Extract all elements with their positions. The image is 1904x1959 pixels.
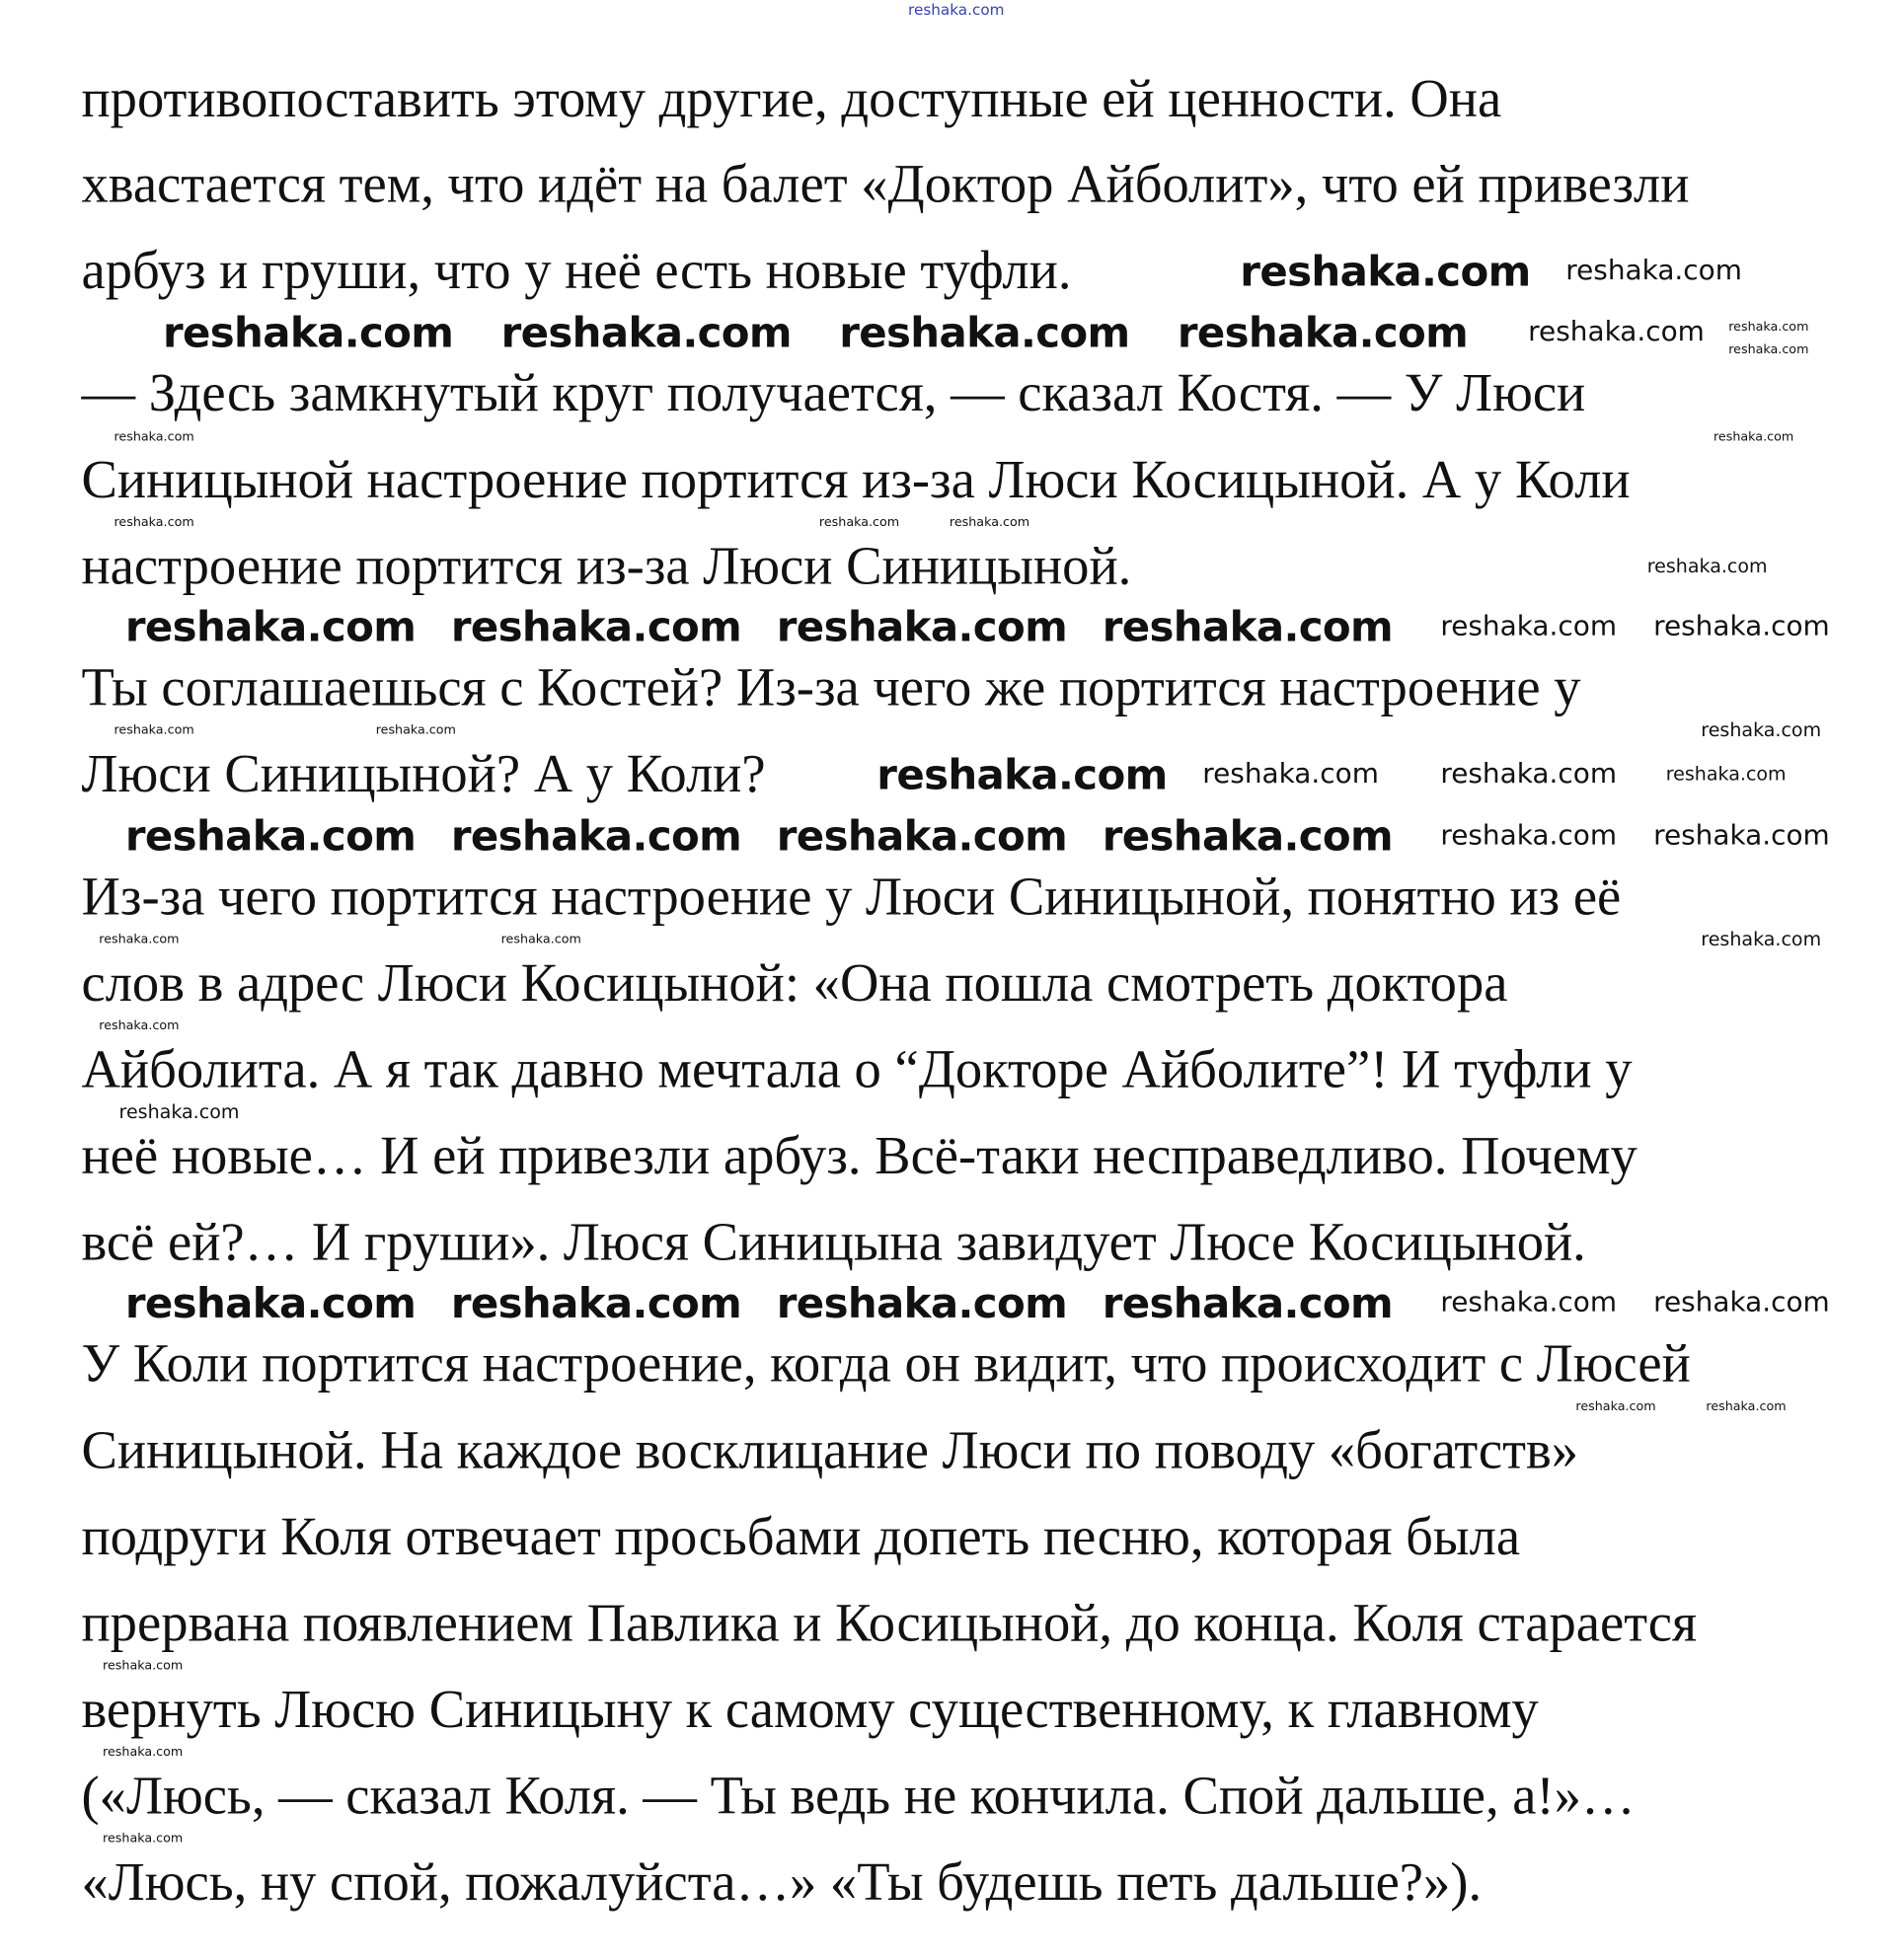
watermark: reshaka.com	[118, 1100, 240, 1124]
watermark: reshaka.com	[99, 933, 180, 947]
text-line: У Коли портится настроение, когда он видит, что происходит с Люсей	[81, 1334, 1691, 1394]
watermark: reshaka.com	[776, 1278, 1068, 1328]
text-line: Ты соглашаешься с Костей? Из-за чего же портится настроение у	[81, 658, 1581, 718]
watermark: reshaka.com	[776, 811, 1068, 861]
watermark: reshaka.com	[1240, 246, 1531, 296]
watermark: reshaka.com	[818, 515, 900, 530]
text-line: хвастается тем, что идёт на балет «Доктор Айболит», что ей привезли	[81, 155, 1690, 214]
text-line: слов в адрес Люси Косицыной: «Она пошла смотреть доктора	[81, 953, 1508, 1014]
watermark: reshaka.com	[1653, 611, 1830, 642]
watermark: reshaka.com	[1701, 928, 1822, 951]
text-line: противопоставить этому другие, доступные ей ценности. Она	[81, 70, 1502, 129]
watermark: reshaka.com	[450, 811, 742, 861]
watermark: reshaka.com	[1440, 759, 1618, 791]
watermark: reshaka.com	[1440, 1287, 1618, 1319]
watermark: reshaka.com	[1713, 430, 1794, 445]
watermark: reshaka.com	[375, 723, 456, 738]
text-line: «Люсь, ну спой, пожалуйста…» «Ты будешь петь дальше?»).	[81, 1853, 1483, 1913]
watermark: reshaka.com	[1202, 759, 1379, 791]
watermark: reshaka.com	[1701, 718, 1822, 742]
text-line: Люси Синицыной? А у Коли?	[81, 745, 766, 804]
watermark: reshaka.com	[1440, 820, 1618, 852]
watermark: reshaka.com	[949, 515, 1030, 530]
watermark: reshaka.com	[99, 1018, 180, 1033]
watermark: reshaka.com	[114, 723, 194, 738]
text-line: Из-за чего портится настроение у Люси Синицыной, понятно из её	[81, 867, 1622, 928]
text-line: Синицыной настроение портится из-за Люси Косицыной. А у Коли	[81, 450, 1631, 510]
text-line: подруги Коля отвечает просьбами допеть песню, которая была	[81, 1507, 1521, 1567]
watermark: reshaka.com	[450, 602, 742, 651]
watermark: reshaka.com	[1528, 317, 1705, 348]
watermark: reshaka.com	[114, 430, 194, 445]
watermark: reshaka.com	[1728, 342, 1809, 357]
text-line: прервана появлением Павлика и Косицыной, до конца. Коля старается	[81, 1594, 1698, 1654]
watermark: reshaka.com	[1177, 308, 1469, 357]
text-line: — Здесь замкнутый круг получается, — сказал Костя. — У Люси	[81, 364, 1586, 423]
watermark: reshaka.com	[500, 933, 581, 947]
watermark: reshaka.com	[103, 1832, 184, 1846]
watermark: reshaka.com	[1653, 1287, 1830, 1319]
watermark: reshaka.com	[103, 1659, 184, 1674]
text-line: арбуз и груши, что у неё есть новые туфли.	[81, 241, 1072, 301]
text-line: всё ей?… И груши». Люся Синицына завидует Люсе Косицыной.	[81, 1213, 1586, 1273]
watermark: reshaka.com	[1440, 611, 1618, 642]
watermark: reshaka.com	[1646, 555, 1768, 578]
watermark: reshaka.com	[124, 1278, 417, 1328]
text-line: («Люсь, — сказал Коля. — Ты ведь не кончила. Спой дальше, а!»…	[81, 1767, 1636, 1827]
text-line: Айболита. А я так давно мечтала о “Докторе Айболите”! И туфли у	[81, 1040, 1633, 1100]
watermark: reshaka.com	[1665, 762, 1787, 786]
watermark: reshaka.com	[1565, 255, 1742, 287]
watermark: reshaka.com	[1653, 820, 1830, 852]
watermark: reshaka.com	[450, 1278, 742, 1328]
watermark: reshaka.com	[1728, 320, 1809, 335]
watermark: reshaka.com	[876, 750, 1168, 799]
watermark: reshaka.com	[124, 811, 417, 861]
watermark: reshaka.com	[124, 602, 417, 651]
watermark: reshaka.com	[1706, 1399, 1787, 1414]
watermark: reshaka.com	[103, 1745, 184, 1760]
watermark: reshaka.com	[1102, 811, 1394, 861]
text-line: неё новые… И ей привезли арбуз. Всё-таки несправедливо. Почему	[81, 1127, 1637, 1186]
text-line: настроение портится из-за Люси Синицыной.	[81, 537, 1132, 597]
watermark: reshaka.com	[162, 308, 454, 357]
watermark: reshaka.com	[776, 602, 1068, 651]
watermark: reshaka.com	[1575, 1399, 1656, 1414]
watermark: reshaka.com	[908, 1, 1005, 20]
watermark: reshaka.com	[1102, 1278, 1394, 1328]
watermark: reshaka.com	[1102, 602, 1394, 651]
watermark: reshaka.com	[839, 308, 1130, 357]
watermark: reshaka.com	[500, 308, 792, 357]
text-line: Синицыной. На каждое восклицание Люси по поводу «богатств»	[81, 1421, 1579, 1480]
watermark: reshaka.com	[114, 515, 194, 530]
text-line: вернуть Люсю Синицыну к самому существенному, к главному	[81, 1680, 1539, 1740]
